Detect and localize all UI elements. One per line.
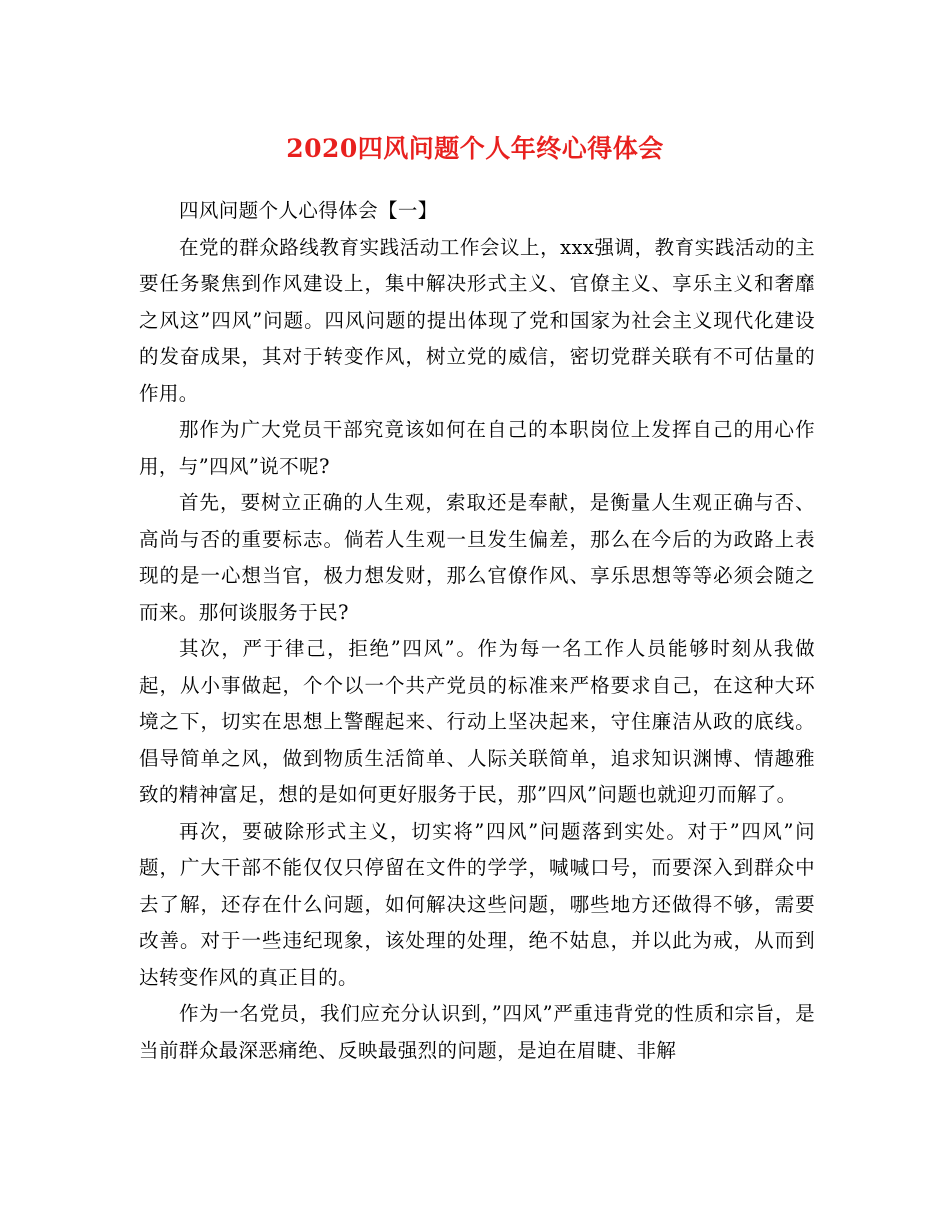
paragraph-3: 首先，要树立正确的人生观，索取还是奉献，是衡量人生观正确与否、高尚与否的重要标志。倘若人生观一旦发生偏差，那么在今后的为政路上表现的是一心想当官，极力想发财，那么官僚作风、享乐思想等等必须会随之而来。那何谈服务于民? (139, 491, 815, 624)
section-heading: 四风问题个人心得体会【一】 (178, 199, 438, 222)
paragraph-6: 作为一名党员，我们应充分认识到，”四风”严重违背党的性质和宗旨，是当前群众最深恶痛绝、反映最强烈的问题，是迫在眉睫、非解 (139, 1002, 815, 1062)
document-body (139, 193, 815, 1069)
paragraph-2: 那作为广大党员干部究竟该如何在自己的本职岗位上发挥自己的用心作用，与”四风”说不呢? (139, 418, 815, 478)
paragraph-5: 再次，要破除形式主义，切实将”四风”问题落到实处。对于”四风”问题，广大干部不能仅仅只停留在文件的学学，喊喊口号，而要深入到群众中去了解，还存在什么问题，如何解决这些问题，哪些地方还做得不够，需要改善。对于一些违纪现象，该处理的处理，绝不姑息，并以此为戒，从而到达转变作风的真正目的。 (139, 819, 815, 989)
paragraph-4: 其次，严于律己，拒绝”四风”。作为每一名工作人员能够时刻从我做起，从小事做起，个个以一个共产党员的标准来严格要求自己，在这种大环境之下，切实在思想上警醒起来、行动上坚决起来，守住廉洁从政的底线。倡导简单之风，做到物质生活简单、人际关联简单，追求知识渊博、情趣雅致的精神富足，想的是如何更好服务于民，那”四风”问题也就迎刃而解了。 (139, 637, 815, 806)
document-title: 2020四风问题个人年终心得体会 (286, 134, 664, 163)
paragraph-1: 在党的群众路线教育实践活动工作会议上，xxx强调，教育实践活动的主要任务聚焦到作风建设上，集中解决形式主义、官僚主义、享乐主义和奢靡之风这”四风”问题。四风问题的提出体现了党和国家为社会主义现代化建设的发奋成果，其对于转变作风，树立党的威信，密切党群关联有不可估量的作用。 (139, 235, 815, 405)
